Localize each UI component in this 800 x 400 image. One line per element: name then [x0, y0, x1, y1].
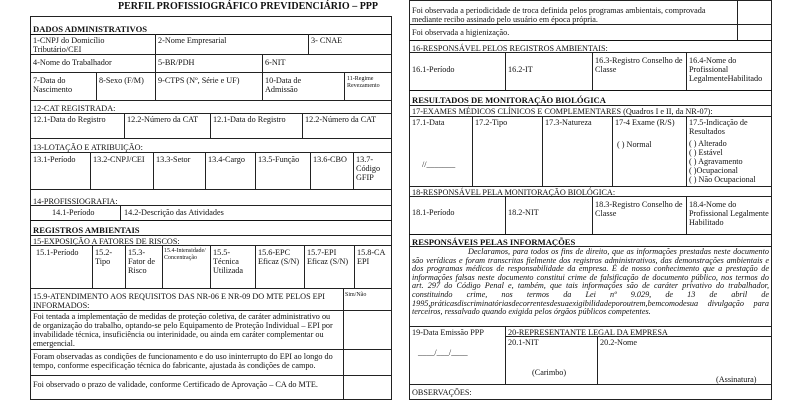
cat-number-2[interactable]: 12.2-Número da CAT — [305, 115, 377, 124]
ctps-field[interactable]: 9-CTPS (Nº, Série e UF) — [158, 76, 240, 85]
carimbo-label: (Carimbo) — [532, 368, 567, 377]
epi-validity: Foi observado o prazo de validade, conforme Certificado de Aprovação – CA do MTE. — [33, 380, 318, 389]
cnpj-field[interactable]: 1-CNPJ do Domicílio Tributário/CEI — [33, 36, 105, 54]
resp16-professional[interactable]: 16.4-Nome do Profissional LegalmenteHabilitado — [689, 56, 763, 83]
prof-activities[interactable]: 14.2-Descrição das Atividades — [124, 208, 224, 217]
company-name-field[interactable]: 2-Nome Empresarial — [158, 36, 227, 45]
observacoes-label[interactable]: OBSERVAÇÕES: — [412, 388, 472, 397]
exam-rs-label[interactable]: 17-4 Exame (R/S) — [615, 118, 675, 127]
exames-heading: 17-EXAMES MÉDICOS CLÍNICOS E COMPLEMENTARES (Quadros I e II, da NR-07): — [412, 107, 713, 116]
lotacao-period[interactable]: 13.1-Período — [33, 155, 76, 164]
worker-name-field[interactable]: 4-Nome do Trabalhador — [33, 58, 112, 67]
cat-date-1[interactable]: 12.1-Data do Registro — [33, 115, 106, 124]
form-title: PERFIL PROFISSIOGRÁFICO PREVIDENCIÁRIO – PPP — [118, 1, 379, 12]
cat-heading: 12-CAT REGISTRADA: — [33, 104, 116, 113]
risk-intensity[interactable]: 15.4-Intensidade/ Concentração — [164, 248, 206, 261]
risk-technique[interactable]: 15.5-Técnica Utilizada — [213, 248, 244, 275]
resp18-professional[interactable]: 18.4-Nome do Profissional Legalmente Habilitado — [689, 200, 769, 227]
lotacao-role[interactable]: 13.4-Cargo — [208, 155, 245, 164]
risk-type[interactable]: 15.2-Tipo — [95, 248, 113, 266]
lotacao-cnpj[interactable]: 13.2-CNPJ/CEI — [93, 155, 145, 164]
exam-results-label[interactable]: 17.5-Indicação de Resultados — [689, 118, 748, 136]
declaration-text: Declaramos, para todos os fins de direito, que as informações prestadas neste documento são verídicas e foram transcritas fielmente dos registros administrativos, das demonstrações ambientais e dos programas médicos de responsabilidade da empresa. É de nosso conhecimento que a prestação de informações falsas neste documento constitui crime de falsificação de documento público, nos termos do art. 297 do Código Penal e, também, que tais informações são de caráter privativo do trabalhador, constituindo crime, nos termos da Lei nº 9.029, de 13 de abril de 1995,práticasdiscriminatóriasdecorrentesdesuaexigibilidadeporoutrem,bemcomodesua divulgação para terceiros, ressalvado quando exigida pelos órgãos públicos competentes. — [412, 247, 769, 317]
nit-field[interactable]: 6-NIT — [265, 58, 286, 67]
birth-date-field[interactable]: 7-Data do Nascimento — [33, 76, 73, 94]
option-nao-ocupacional[interactable]: ( ) Não Ocupacional — [689, 175, 756, 184]
exam-type-label[interactable]: 17.2-Tipo — [475, 118, 508, 127]
rep-nit-field[interactable]: 20.1-NIT — [508, 338, 539, 347]
epi-hygiene: Foi observada a higienização. — [412, 28, 510, 37]
lotacao-heading: 13-LOTAÇÃO E ATRIBUIÇÃO: — [33, 143, 143, 152]
risk-period[interactable]: 15.1-Período — [36, 248, 79, 257]
epi-collective-measures: Foi tentada a implementação de medidas de proteção coletiva, de caráter administrativo ou de organização do trabalho, optando-se pelo Equipamento de Proteção Individual – EPI por invabilidade técnica, insuficiência ou interinidade, ou ainda em caráter complementar ou emergencial. — [33, 312, 333, 348]
epi-effective[interactable]: 15.7-EPI Eficaz (S/N) — [307, 248, 349, 266]
emission-date-blank[interactable]: ____/___/____ — [418, 348, 468, 357]
resp18-council-reg[interactable]: 18.3-Registro Conselho de Classe — [595, 200, 683, 218]
emission-date-label[interactable]: 19-Data Emissão PPP — [412, 328, 484, 337]
br-pdh-field[interactable]: 5-BR/PDH — [158, 58, 195, 67]
sim-nao-header: Sim/Não — [345, 292, 367, 298]
responsaveis-heading: RESPONSÁVEIS PELAS INFORMAÇÕES — [412, 237, 576, 247]
lotacao-function[interactable]: 13.5-Função — [258, 155, 300, 164]
resp16-period[interactable]: 16.1-Período — [412, 65, 455, 74]
rep-name-field[interactable]: 20.2-Nome — [600, 338, 638, 347]
lotacao-cbo[interactable]: 13.6-CBO — [313, 155, 347, 164]
epi-usage-conditions: Foram observadas as condições de funcionamento e do uso ininterrupto do EPI ao longo do tempo, conforme especificação técnica do fabricante, ajustada às condições de campo. — [33, 352, 333, 370]
registros-heading: REGISTROS AMBIENTAIS — [33, 225, 140, 235]
profissiografia-heading: 14-PROFISSIOGRAFIA: — [33, 197, 118, 206]
option-agravamento[interactable]: ( ) Agravamento — [689, 157, 743, 166]
resp16-council-reg[interactable]: 16.3-Registro Conselho de Classe — [595, 56, 683, 74]
admission-date-field[interactable]: 10-Data de Admissão — [265, 76, 302, 94]
lotacao-gfip[interactable]: 13.7-Código GFIP — [356, 155, 381, 182]
lotacao-sector[interactable]: 13.3-Setor — [156, 155, 191, 164]
resp18-nit[interactable]: 18.2-NIT — [508, 208, 539, 217]
shift-regime-field[interactable]: 11-Regime Revezamento — [347, 76, 380, 89]
risk-factor[interactable]: 15.3-Fator de Risco — [128, 248, 156, 275]
exposicao-heading: 15-EXPOSIÇÃO A FATORES DE RISCOS: — [33, 237, 180, 246]
prof-period[interactable]: 14.1-Período — [52, 208, 95, 217]
resp18-heading: 18-RESPONSÁVEL PELA MONITORAÇÃO BIOLÓGICA: — [412, 188, 616, 197]
cnae-field[interactable]: 3- CNAE — [311, 36, 343, 45]
assinatura-label: (Assinatura) — [716, 375, 757, 384]
cat-date-2[interactable]: 12.1-Data do Registro — [213, 115, 286, 124]
cat-number-1[interactable]: 12.2-Número da CAT — [127, 115, 199, 124]
option-alterado[interactable]: ( ) Alterado — [689, 139, 727, 148]
exam-date-blank[interactable]: //_______ — [422, 160, 456, 169]
epi-replacement-periodicity: Foi observada a periodicidade de troca definida pelos programas ambientais, comprovada mediante recibo assinado pelo usuário em época própria. — [412, 6, 706, 24]
resp16-heading: 16-RESPONSÁVEL PELOS REGISTROS AMBIENTAIS: — [412, 44, 608, 53]
legal-rep-label: 20-REPRESENTANTE LEGAL DA EMPRESA — [508, 328, 668, 337]
exam-date-label[interactable]: 17.1-Data — [412, 118, 445, 127]
resp18-period[interactable]: 18.1-Período — [412, 208, 455, 217]
admin-heading: DADOS ADMINISTRATIVOS — [33, 24, 148, 34]
epc-effective[interactable]: 15.6-EPC Eficaz (S/N) — [258, 248, 300, 266]
exam-nature-label[interactable]: 17.3-Natureza — [545, 118, 592, 127]
monitoracao-heading: RESULTADOS DE MONITORAÇÃO BIOLÓGICA — [412, 95, 606, 105]
option-ocupacional[interactable]: ( )Ocupacional — [689, 166, 738, 175]
sex-field[interactable]: 8-Sexo (F/M) — [99, 76, 144, 85]
resp16-it[interactable]: 16.2-IT — [508, 65, 533, 74]
epi-requirements-heading: 15.9-ATENDIMENTO AOS REQUISITOS DAS NR-06 E NR-09 DO MTE PELOS EPI INFORMADOS: — [33, 292, 325, 310]
ca-epi[interactable]: 15.8-CA EPI — [357, 248, 385, 266]
option-normal[interactable]: ( ) Normal — [617, 140, 652, 149]
option-estavel[interactable]: ( ) Estável — [689, 148, 723, 157]
